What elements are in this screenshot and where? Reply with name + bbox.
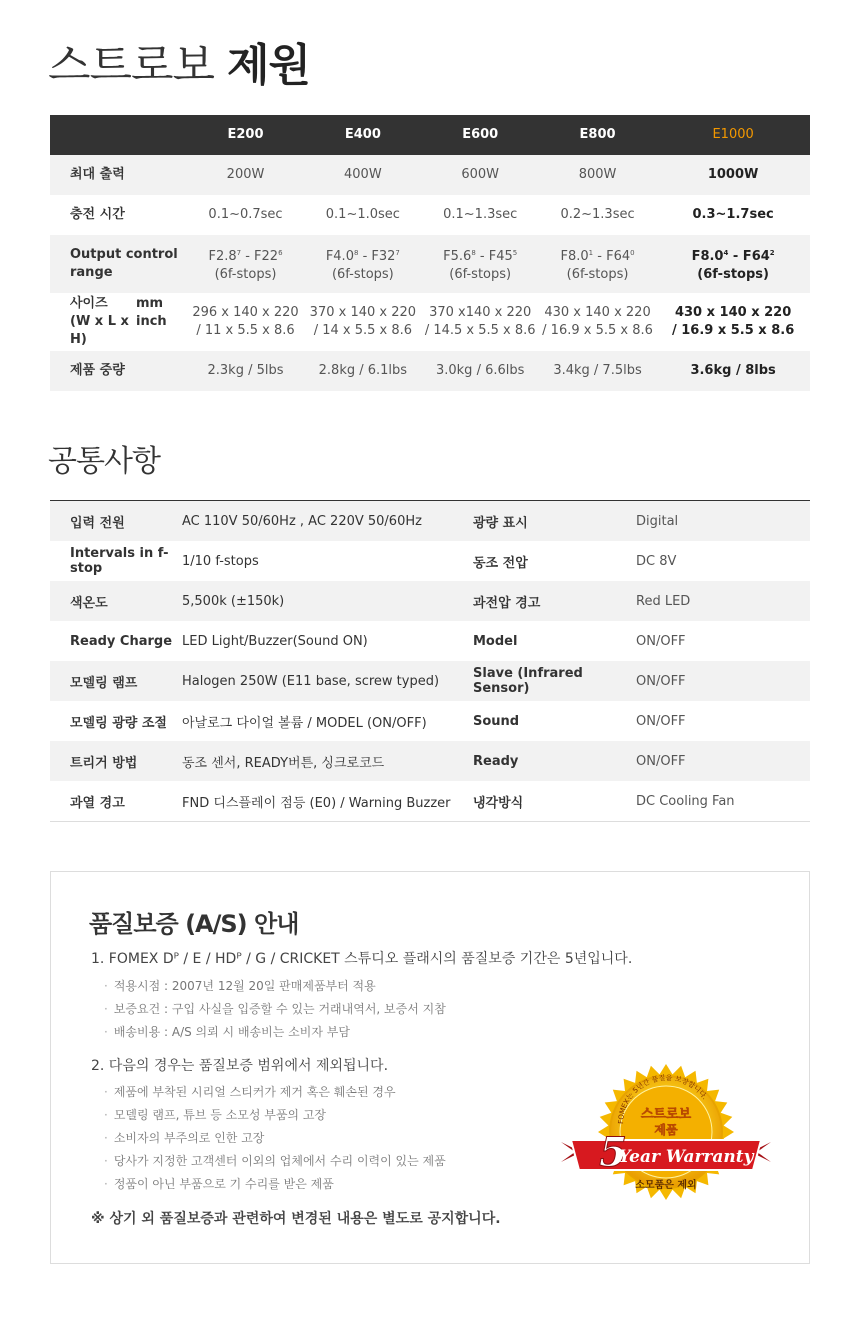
cell: 0.1~0.7sec	[208, 207, 283, 222]
table-row	[50, 741, 810, 781]
spec-table	[50, 115, 810, 391]
warranty-seal-icon	[561, 1052, 771, 1227]
cell: $F5.6^8 - F45^5$ (6f-stops)	[443, 249, 518, 282]
cell: ON/OFF	[636, 633, 686, 649]
cell: 800W	[578, 167, 617, 182]
list-item: · 적용시점 : 2007년 12월 20일 판매제품부터 적용	[104, 979, 376, 993]
row-label: 입력 전원	[70, 515, 125, 531]
spec-row-size	[50, 293, 810, 351]
cell: LED Light/Buzzer(Sound ON)	[182, 633, 368, 649]
model-e600: E600	[462, 127, 499, 142]
cell: 3.4kg / 7.5lbs	[553, 363, 642, 378]
svg-text:FOMEX는 5년간 품질을 보장합니다.: FOMEX는 5년간 품질을 보장합니다.	[616, 1073, 709, 1125]
cell: 2.8kg / 6.1lbs	[318, 363, 408, 378]
list-item: · 소비자의 부주의로 인한 고장	[104, 1131, 265, 1145]
list-item: · 보증요건 : 구입 사실을 입증할 수 있는 거래내역서, 보증서 지참	[104, 1002, 446, 1016]
row-label: Output control range	[70, 247, 178, 280]
cell: 370 x 140 x 220 / 14 x 5.5 x 8.6	[309, 305, 417, 338]
model-e400: E400	[344, 127, 381, 142]
spec-header-row	[50, 115, 810, 155]
cell: ON/OFF	[636, 673, 686, 689]
cell: Digital	[636, 513, 679, 529]
list-item: · 모델링 램프, 튜브 등 소모성 부품의 고장	[104, 1108, 327, 1122]
cell: 296 x 140 x 220 / 11 x 5.5 x 8.6	[192, 305, 299, 338]
cell: $F4.0^8 - F32^7$ (6f-stops)	[325, 249, 400, 282]
cell: 1000W	[707, 167, 759, 182]
svg-text:스트로보: 스트로보	[640, 1107, 692, 1122]
row-label: Sound	[473, 713, 520, 729]
cell: 400W	[344, 167, 382, 182]
model-e200: E200	[227, 127, 264, 142]
title-bold: 제원	[227, 40, 311, 91]
list-item: · 정품이 아닌 부품으로 기 수리를 받은 제품	[104, 1177, 334, 1191]
model-e1000: E1000	[712, 127, 754, 142]
cell: 370 x140 x 220 / 14.5 x 5.5 x 8.6	[424, 305, 536, 338]
warranty-box	[50, 871, 810, 1264]
cell: 0.1~1.0sec	[325, 207, 400, 222]
cell: 600W	[461, 167, 500, 182]
row-label: 모델링 광량 조절	[70, 715, 167, 731]
warranty-note: ※ 상기 외 품질보증과 관련하여 변경된 내용은 별도로 공지합니다.	[91, 1211, 501, 1227]
cell: 5,500k (±150k)	[182, 593, 285, 609]
cell: 아날로그 다이얼 볼륨 / MODEL (ON/OFF)	[182, 715, 427, 731]
row-label: 광량 표시	[473, 515, 528, 531]
list-item: · 제품에 부착된 시리얼 스티커가 제거 혹은 훼손된 경우	[104, 1085, 396, 1099]
row-label: 과전압 경고	[473, 595, 541, 611]
cell: $F2.8^7 - F22^6$ (6f-stops)	[208, 249, 283, 282]
cell: 1/10 f-stops	[182, 553, 259, 569]
table-row	[50, 621, 810, 661]
model-e800: E800	[579, 127, 616, 142]
row-label: 동조 전압	[473, 555, 528, 571]
cell: $F8.0^1 - F64^0$ (6f-stops)	[560, 249, 635, 282]
row-label: Slave (Infrared Sensor)	[473, 666, 583, 696]
cell: ON/OFF	[636, 713, 686, 729]
cell: 0.2~1.3sec	[560, 207, 635, 222]
cell: $F8.0^4 - F64^2$ (6f-stops)	[691, 249, 775, 282]
row-label: Intervals in f-stop	[70, 546, 169, 576]
list-item: · 배송비용 : A/S 의뢰 시 배송비는 소비자 부담	[104, 1025, 350, 1039]
svg-text:제품: 제품	[654, 1123, 678, 1137]
cell: 430 x 140 x 220 / 16.9 x 5.5 x 8.6	[671, 305, 795, 338]
row-label: Ready Charge	[70, 633, 173, 649]
cell: ON/OFF	[636, 753, 686, 769]
svg-text:5: 5	[599, 1129, 627, 1176]
page-title	[48, 40, 310, 92]
list-item: · 당사가 지정한 고객센터 이외의 업체에서 수리 이력이 있는 제품	[104, 1154, 446, 1168]
title-light: 스트로보	[48, 40, 215, 91]
cell: 2.3kg / 5lbs	[207, 363, 284, 378]
cell: AC 110V 50/60Hz , AC 220V 50/60Hz	[182, 513, 422, 529]
warranty-para-2: 2. 다음의 경우는 품질보증 범위에서 제외됩니다.	[91, 1058, 389, 1074]
spec-row-charge	[50, 195, 810, 235]
warranty-para-1: 1. FOMEX Dᴾ / E / HDᴾ / G / CRICKET 스튜디오 플래시의 품질보증 기간은 5년입니다.	[91, 951, 633, 967]
cell: Red LED	[636, 593, 691, 609]
row-label: 사이즈 mm (W x L x H) inch	[70, 296, 167, 347]
spec-row-output	[50, 155, 810, 195]
cell: 0.3~1.7sec	[692, 207, 774, 222]
cell: DC 8V	[636, 553, 677, 569]
table-row	[50, 541, 810, 581]
cell: FND 디스플레이 점등 (E0) / Warning Buzzer	[182, 795, 451, 811]
row-label: 과열 경고	[70, 795, 125, 811]
row-label: 색온도	[70, 595, 108, 611]
spec-row-range	[50, 235, 810, 293]
row-label: 최대 출력	[70, 167, 125, 182]
cell: 3.0kg / 6.6lbs	[435, 363, 525, 378]
cell: 430 x 140 x 220 / 16.9 x 5.5 x 8.6	[542, 305, 653, 338]
row-label: Model	[473, 633, 518, 649]
row-label: 충전 시간	[70, 207, 125, 222]
cell: DC Cooling Fan	[636, 793, 735, 809]
row-label: 제품 중량	[70, 363, 125, 378]
table-row	[50, 781, 810, 821]
common-table	[50, 500, 810, 822]
spec-row-weight	[50, 351, 810, 391]
row-label: 트리거 방법	[70, 755, 138, 771]
table-row	[50, 581, 810, 621]
row-label: 냉각방식	[473, 795, 524, 811]
row-label: Ready	[473, 753, 519, 769]
table-row	[50, 661, 810, 701]
table-row	[50, 501, 810, 541]
common-title: 공통사항	[48, 444, 160, 479]
svg-text:소모품은 제외: 소모품은 제외	[635, 1180, 697, 1191]
cell: Halogen 250W (E11 base, screw typed)	[182, 673, 440, 689]
svg-text:Year Warranty: Year Warranty	[618, 1147, 754, 1167]
cell: 3.6kg / 8lbs	[690, 363, 776, 378]
table-row	[50, 701, 810, 741]
row-label: 모델링 램프	[70, 675, 138, 691]
cell: 동조 센서, READY버튼, 싱크로코드	[182, 755, 385, 771]
warranty-title: 품질보증 (A/S) 안내	[89, 910, 299, 938]
cell: 200W	[226, 167, 265, 182]
cell: 0.1~1.3sec	[443, 207, 518, 222]
